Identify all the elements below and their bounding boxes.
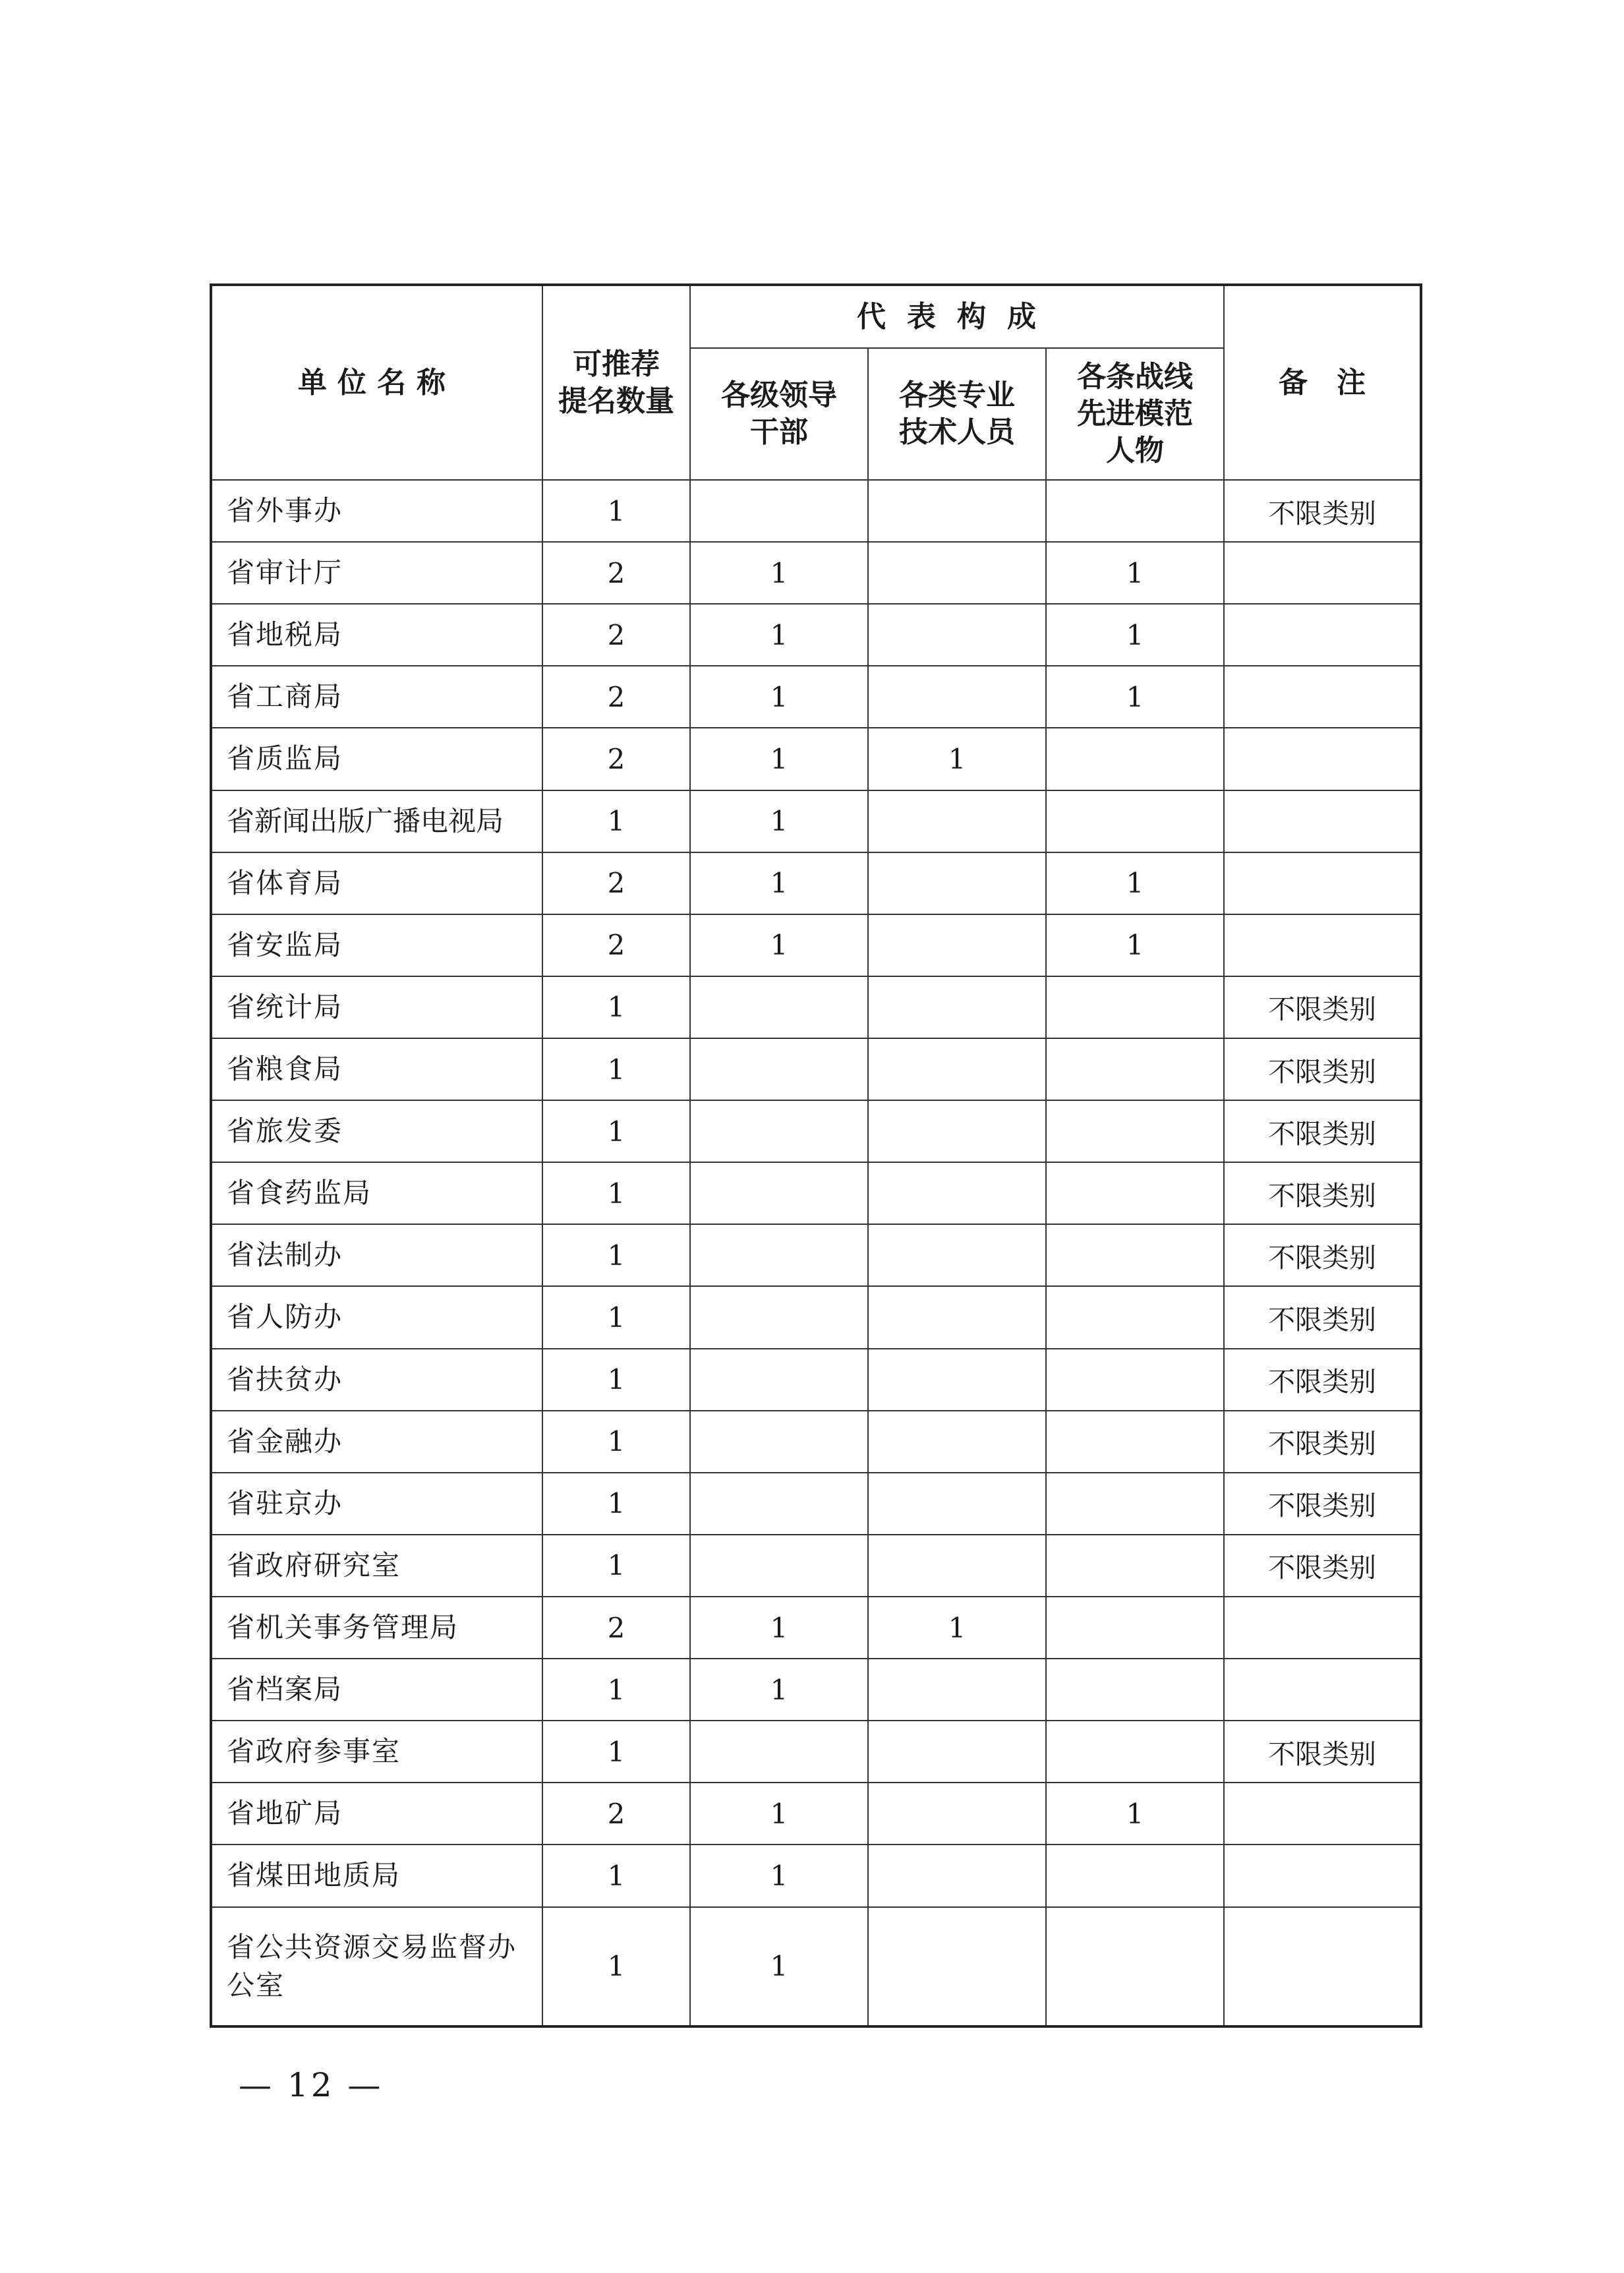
- advanced-cell: [1046, 480, 1224, 542]
- advanced-cell: [1046, 1162, 1224, 1224]
- table-row: [211, 1162, 1421, 1224]
- quota-cell: 1: [542, 1224, 690, 1286]
- technical-cell: [868, 1100, 1046, 1162]
- quota-cell: 2: [542, 852, 690, 914]
- technical-cell: [868, 542, 1046, 604]
- advanced-cell: [1046, 1038, 1224, 1100]
- remark-cell: [1224, 1783, 1421, 1845]
- unit-cell: 省扶贫办: [211, 1349, 542, 1411]
- remark-cell: [1224, 1597, 1421, 1659]
- advanced-cell: 1: [1046, 1783, 1224, 1845]
- quota-cell: 1: [542, 1535, 690, 1597]
- unit-cell: 省煤田地质局: [211, 1845, 542, 1906]
- technical-cell: [868, 1721, 1046, 1783]
- table-row: [211, 1100, 1421, 1162]
- unit-cell: 省人防办: [211, 1286, 542, 1348]
- leaders-cell: 1: [690, 1659, 868, 1721]
- table-row: [211, 1535, 1421, 1597]
- unit-cell: 省法制办: [211, 1224, 542, 1286]
- leaders-cell: [690, 1038, 868, 1100]
- table-row: [211, 1224, 1421, 1286]
- remark-cell: 不限类别: [1224, 1162, 1421, 1224]
- technical-cell: [868, 852, 1046, 914]
- technical-cell: [868, 1783, 1046, 1845]
- leaders-cell: [690, 1286, 868, 1348]
- advanced-cell: [1046, 1597, 1224, 1659]
- remark-cell: [1224, 604, 1421, 666]
- advanced-cell: [1046, 1286, 1224, 1348]
- remark-cell: 不限类别: [1224, 1721, 1421, 1783]
- leaders-cell: 1: [690, 852, 868, 914]
- leaders-cell: 1: [690, 604, 868, 666]
- leaders-cell: 1: [690, 1845, 868, 1906]
- header-quota: 可推荐 提名数量: [542, 285, 690, 480]
- table-row: [211, 1659, 1421, 1721]
- table-row: [211, 1721, 1421, 1783]
- advanced-cell: 1: [1046, 666, 1224, 728]
- technical-cell: [868, 604, 1046, 666]
- unit-cell: 省质监局: [211, 728, 542, 790]
- unit-cell: 省粮食局: [211, 1038, 542, 1100]
- remark-cell: [1224, 1659, 1421, 1721]
- remark-cell: 不限类别: [1224, 480, 1421, 542]
- leaders-cell: [690, 1349, 868, 1411]
- technical-cell: [868, 1907, 1046, 2026]
- unit-cell: 省档案局: [211, 1659, 542, 1721]
- quota-cell: 2: [542, 1783, 690, 1845]
- quota-cell: 1: [542, 976, 690, 1038]
- technical-cell: [868, 914, 1046, 976]
- quota-cell: 1: [542, 480, 690, 542]
- quota-cell: 2: [542, 914, 690, 976]
- header-advanced: 各条战线 先进模范 人物: [1046, 348, 1224, 480]
- table-row: [211, 852, 1421, 914]
- table-row: [211, 604, 1421, 666]
- table-row: [211, 1845, 1421, 1906]
- quota-cell: 1: [542, 1038, 690, 1100]
- nomination-quota-table: [210, 283, 1422, 2028]
- table-row: [211, 542, 1421, 604]
- unit-cell: 省机关事务管理局: [211, 1597, 542, 1659]
- remark-cell: [1224, 1845, 1421, 1906]
- leaders-cell: [690, 1411, 868, 1473]
- header-technical: 各类专业 技术人员: [868, 348, 1046, 480]
- unit-cell: 省审计厅: [211, 542, 542, 604]
- advanced-cell: [1046, 1224, 1224, 1286]
- table-row: [211, 1349, 1421, 1411]
- remark-cell: 不限类别: [1224, 976, 1421, 1038]
- unit-cell: 省驻京办: [211, 1473, 542, 1535]
- advanced-cell: [1046, 1411, 1224, 1473]
- remark-cell: 不限类别: [1224, 1100, 1421, 1162]
- technical-cell: [868, 1038, 1046, 1100]
- technical-cell: 1: [868, 728, 1046, 790]
- leaders-cell: [690, 1224, 868, 1286]
- technical-cell: [868, 1535, 1046, 1597]
- advanced-cell: [1046, 1907, 1224, 2026]
- leaders-cell: 1: [690, 542, 868, 604]
- technical-cell: [868, 976, 1046, 1038]
- header-leaders: 各级领导 干部: [690, 348, 868, 480]
- advanced-cell: [1046, 1535, 1224, 1597]
- quota-cell: 1: [542, 1659, 690, 1721]
- table-row: [211, 666, 1421, 728]
- leaders-cell: [690, 1535, 868, 1597]
- quota-cell: 2: [542, 666, 690, 728]
- remark-cell: 不限类别: [1224, 1224, 1421, 1286]
- unit-cell: 省政府参事室: [211, 1721, 542, 1783]
- unit-cell: 省旅发委: [211, 1100, 542, 1162]
- quota-cell: 2: [542, 542, 690, 604]
- advanced-cell: [1046, 976, 1224, 1038]
- quota-cell: 1: [542, 1473, 690, 1535]
- quota-cell: 2: [542, 604, 690, 666]
- header-remark: 备 注: [1224, 285, 1421, 480]
- remark-cell: [1224, 542, 1421, 604]
- remark-cell: [1224, 914, 1421, 976]
- remark-cell: 不限类别: [1224, 1473, 1421, 1535]
- remark-cell: [1224, 852, 1421, 914]
- unit-cell: 省统计局: [211, 976, 542, 1038]
- quota-cell: 1: [542, 1907, 690, 2026]
- remark-cell: [1224, 728, 1421, 790]
- technical-cell: [868, 1473, 1046, 1535]
- unit-cell: 省地税局: [211, 604, 542, 666]
- quota-cell: 1: [542, 1162, 690, 1224]
- table-row: [211, 1038, 1421, 1100]
- remark-cell: 不限类别: [1224, 1286, 1421, 1348]
- remark-cell: 不限类别: [1224, 1038, 1421, 1100]
- advanced-cell: [1046, 1473, 1224, 1535]
- technical-cell: [868, 1162, 1046, 1224]
- leaders-cell: [690, 1721, 868, 1783]
- table-row: [211, 1597, 1421, 1659]
- table-row: [211, 728, 1421, 790]
- quota-cell: 1: [542, 790, 690, 852]
- technical-cell: [868, 1845, 1046, 1906]
- advanced-cell: [1046, 790, 1224, 852]
- leaders-cell: [690, 1162, 868, 1224]
- quota-cell: 1: [542, 1721, 690, 1783]
- leaders-cell: [690, 976, 868, 1038]
- unit-cell: 省公共资源交易监督办公室: [211, 1907, 542, 2026]
- unit-cell: 省工商局: [211, 666, 542, 728]
- advanced-cell: 1: [1046, 604, 1224, 666]
- table-row: [211, 1473, 1421, 1535]
- advanced-cell: 1: [1046, 914, 1224, 976]
- remark-cell: [1224, 790, 1421, 852]
- leaders-cell: [690, 1100, 868, 1162]
- quota-cell: 2: [542, 728, 690, 790]
- leaders-cell: 1: [690, 1907, 868, 2026]
- header-composition: 代表构成: [690, 285, 1224, 348]
- unit-cell: 省地矿局: [211, 1783, 542, 1845]
- unit-cell: 省体育局: [211, 852, 542, 914]
- technical-cell: [868, 790, 1046, 852]
- advanced-cell: [1046, 1100, 1224, 1162]
- technical-cell: [868, 1286, 1046, 1348]
- technical-cell: [868, 666, 1046, 728]
- quota-cell: 1: [542, 1411, 690, 1473]
- leaders-cell: [690, 480, 868, 542]
- technical-cell: [868, 1411, 1046, 1473]
- technical-cell: [868, 1224, 1046, 1286]
- unit-cell: 省食药监局: [211, 1162, 542, 1224]
- technical-cell: [868, 1349, 1046, 1411]
- unit-cell: 省金融办: [211, 1411, 542, 1473]
- leaders-cell: [690, 1473, 868, 1535]
- page-number: — 12 —: [239, 2066, 384, 2104]
- remark-cell: 不限类别: [1224, 1411, 1421, 1473]
- leaders-cell: 1: [690, 666, 868, 728]
- leaders-cell: 1: [690, 728, 868, 790]
- table-row: [211, 914, 1421, 976]
- advanced-cell: [1046, 728, 1224, 790]
- quota-cell: 1: [542, 1349, 690, 1411]
- table-row: [211, 1907, 1421, 2026]
- remark-cell: 不限类别: [1224, 1349, 1421, 1411]
- header-unit-name: 单位名称: [211, 285, 542, 480]
- quota-cell: 2: [542, 1597, 690, 1659]
- leaders-cell: 1: [690, 1597, 868, 1659]
- advanced-cell: [1046, 1721, 1224, 1783]
- table-row: [211, 790, 1421, 852]
- advanced-cell: [1046, 1659, 1224, 1721]
- unit-cell: 省新闻出版广播电视局: [211, 790, 542, 852]
- unit-cell: 省安监局: [211, 914, 542, 976]
- table-row: [211, 1783, 1421, 1845]
- unit-cell: 省政府研究室: [211, 1535, 542, 1597]
- table-row: [211, 1411, 1421, 1473]
- technical-cell: [868, 1659, 1046, 1721]
- quota-cell: 1: [542, 1845, 690, 1906]
- quota-cell: 1: [542, 1286, 690, 1348]
- remark-cell: [1224, 666, 1421, 728]
- advanced-cell: 1: [1046, 542, 1224, 604]
- remark-cell: 不限类别: [1224, 1535, 1421, 1597]
- advanced-cell: [1046, 1349, 1224, 1411]
- technical-cell: [868, 480, 1046, 542]
- advanced-cell: [1046, 1845, 1224, 1906]
- leaders-cell: 1: [690, 1783, 868, 1845]
- table-row: [211, 480, 1421, 542]
- unit-cell: 省外事办: [211, 480, 542, 542]
- table-row: [211, 1286, 1421, 1348]
- leaders-cell: 1: [690, 914, 868, 976]
- quota-cell: 1: [542, 1100, 690, 1162]
- leaders-cell: 1: [690, 790, 868, 852]
- remark-cell: [1224, 1907, 1421, 2026]
- table-row: [211, 976, 1421, 1038]
- technical-cell: 1: [868, 1597, 1046, 1659]
- advanced-cell: 1: [1046, 852, 1224, 914]
